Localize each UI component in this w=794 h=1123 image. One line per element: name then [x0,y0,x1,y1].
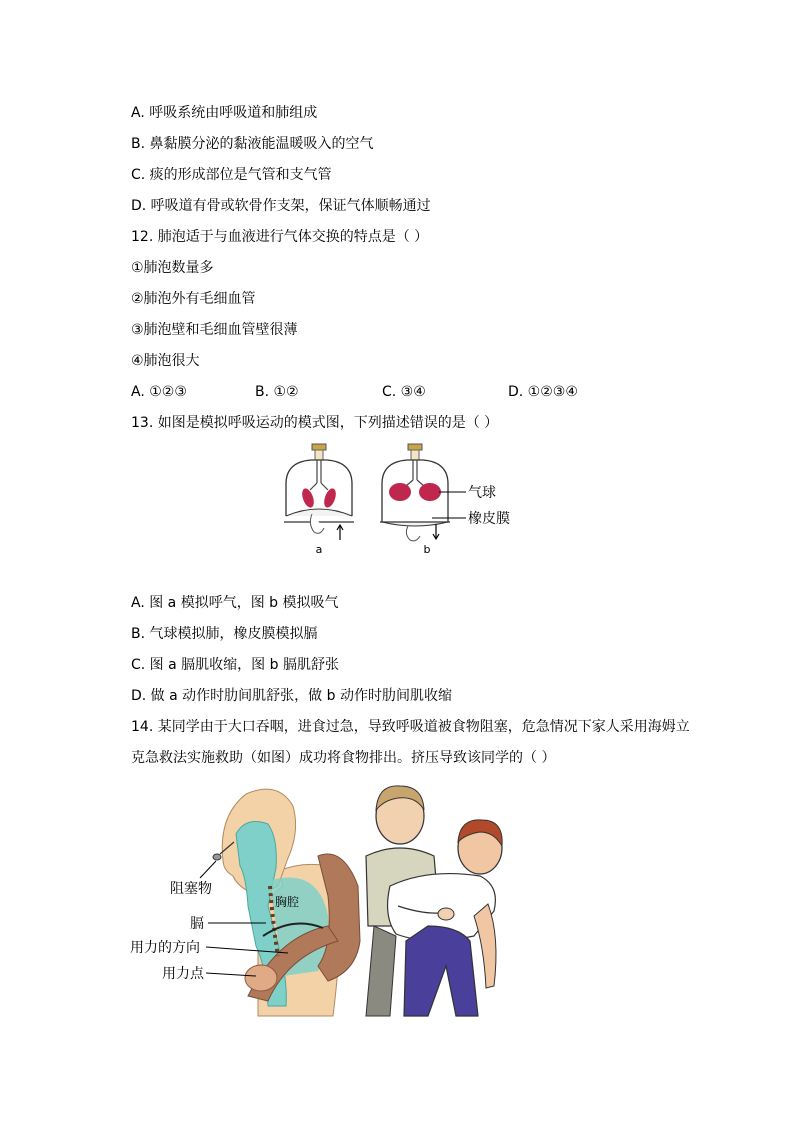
label-chest: 胸腔 [275,895,300,909]
q12-options [131,382,691,402]
figure-label-b: b [423,543,431,556]
q12-stem: 12. 肺泡适于与血液进行气体交换的特点是（ ） [131,229,429,245]
q13-stem: 13. 如图是模拟呼吸运动的模式图，下列描述错误的是（ ） [131,415,499,431]
q14-stem-line2: 克急救法实施救助（如图）成功将食物排出。挤压导致该同学的（ ） [131,750,556,766]
q12-item-1: ①肺泡数量多 [131,260,214,276]
q11-option-a: A. 呼吸系统由呼吸道和肺组成 [131,105,318,121]
breathing-model-figure [276,436,526,561]
q13-option-a: A. 图 a 模拟呼气，图 b 模拟吸气 [131,595,339,611]
label-diaphragm: 膈 [190,916,204,932]
label-balloon: 气球 [468,485,496,501]
balloon-a-left [300,487,316,509]
q11-option-c: C. 痰的形成部位是气管和支气管 [131,167,332,183]
fist [245,965,277,991]
victim-pants [404,926,478,1016]
q12-option-d: D. ①②③④ [508,384,578,400]
q12-item-2: ②肺泡外有毛细血管 [131,291,256,307]
rescue-illustration [366,786,502,1016]
label-membrane: 橡皮膜 [468,511,510,527]
q13-option-c: C. 图 a 膈肌收缩，图 b 膈肌舒张 [131,657,339,673]
q12-option-a: A. ①②③ [131,384,187,400]
cross-section-diagram [130,789,360,1016]
q12-item-4: ④肺泡很大 [131,353,200,369]
membrane-a [286,509,352,516]
jar-a [284,444,354,556]
q12-option-b: B. ①② [255,384,299,400]
balloon-a-right [322,487,338,509]
q11-option-d: D. 呼吸道有骨或软骨作支架，保证气体顺畅通过 [131,198,431,214]
obstruction-object [213,854,221,860]
q13-option-b: B. 气球模拟肺，橡皮膜模拟膈 [131,626,318,642]
q11-option-b: B. 鼻黏膜分泌的黏液能温暖吸入的空气 [131,136,374,152]
balloon-b-right [419,483,441,501]
q13-option-d: D. 做 a 动作时肋间肌舒张，做 b 动作时肋间肌收缩 [131,688,452,704]
label-force-direction: 用力的方向 [130,940,200,956]
label-obstruction: 阻塞物 [170,881,212,897]
q12-option-c: C. ③④ [382,384,426,400]
jar-b [380,444,450,556]
label-force-point: 用力点 [162,966,204,982]
balloon-b-left [389,483,411,501]
q12-item-3: ③肺泡壁和毛细血管壁很薄 [131,322,298,338]
figure-label-a: a [315,543,323,556]
q14-stem-line1: 14. 某同学由于大口吞咽，进食过急，导致呼吸道被食物阻塞，危急情况下家人采用海姆立 [131,719,690,735]
heimlich-figure [128,776,508,1026]
